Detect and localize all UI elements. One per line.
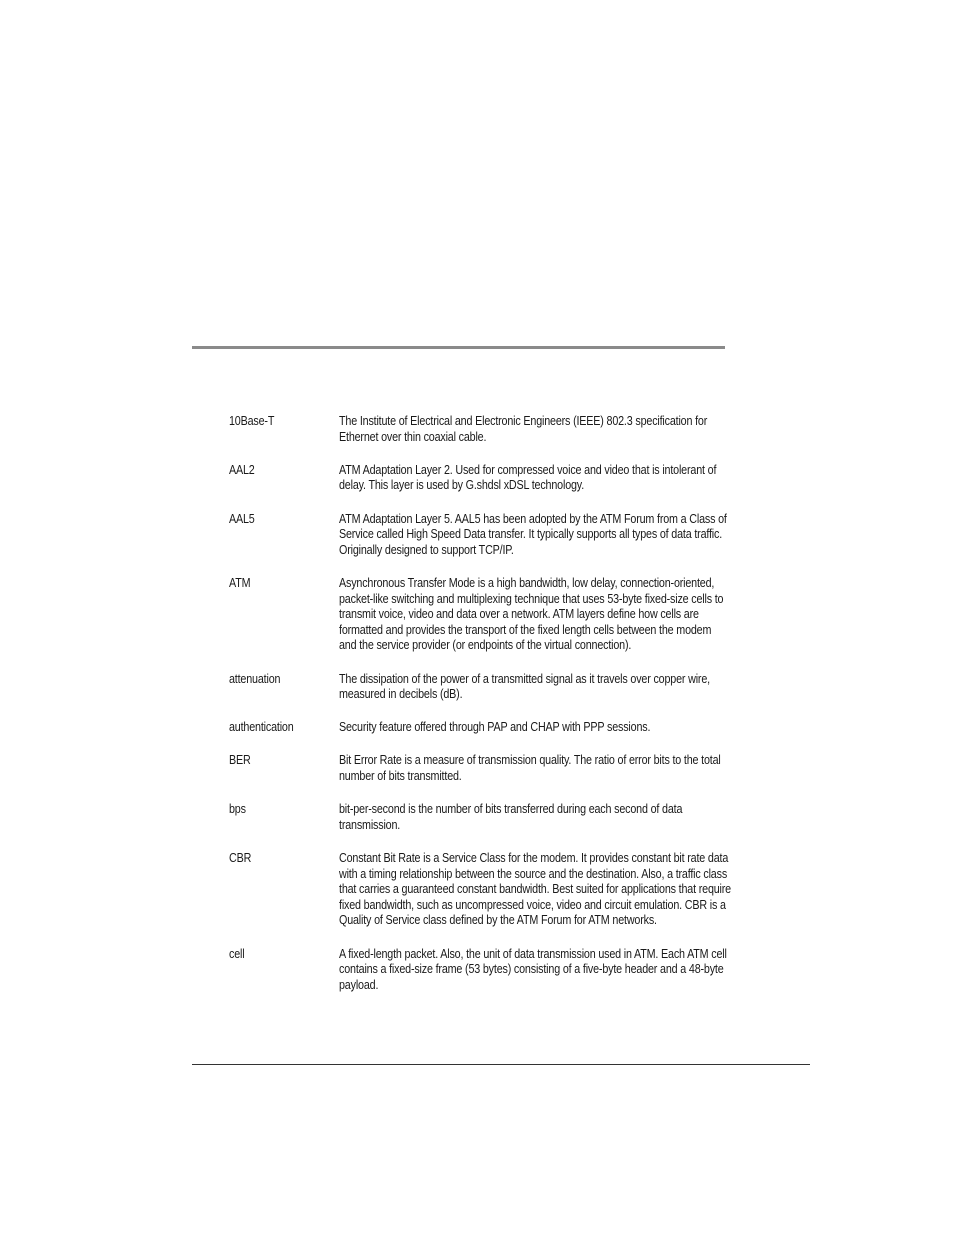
definition-line: contains a fixed-size frame (53 bytes) consisting of a five-byte header and a 48-byte bbox=[339, 962, 724, 977]
glossary-definition bbox=[339, 753, 803, 784]
glossary-entry bbox=[229, 512, 809, 559]
header-rule bbox=[192, 346, 725, 349]
glossary-definition bbox=[339, 672, 803, 703]
definition-line: that carries a guaranteed constant bandwidth. Best suited for applications that require bbox=[339, 882, 731, 897]
glossary-entry bbox=[229, 463, 809, 494]
glossary-term: authentication bbox=[229, 720, 294, 735]
definition-line: measured in decibels (dB). bbox=[339, 687, 463, 702]
definition-line: number of bits transmitted. bbox=[339, 769, 462, 784]
glossary-term: AAL5 bbox=[229, 511, 255, 526]
glossary-definition bbox=[339, 414, 803, 445]
glossary-term: AAL2 bbox=[229, 462, 255, 477]
glossary-term: CBR bbox=[229, 851, 252, 866]
definition-line: bit-per-second is the number of bits transferred during each second of data bbox=[339, 802, 683, 817]
definition-line: with a timing relationship between the source and the destination. Also, a traffic class bbox=[339, 866, 728, 881]
glossary-definition bbox=[339, 576, 803, 654]
definition-line: Security feature offered through PAP and CHAP with PPP sessions. bbox=[339, 720, 651, 735]
definition-line: Ethernet over thin coaxial cable. bbox=[339, 429, 487, 444]
glossary-definition bbox=[339, 851, 803, 929]
definition-line: payload. bbox=[339, 977, 379, 992]
definition-line: Quality of Service class defined by the ATM Forum for ATM networks. bbox=[339, 913, 657, 928]
glossary-definition bbox=[339, 463, 803, 494]
definition-line: delay. This layer is used by G.shdsl xDSL technology. bbox=[339, 478, 585, 493]
glossary-term: attenuation bbox=[229, 671, 281, 686]
glossary-term: bps bbox=[229, 802, 246, 817]
glossary-entry bbox=[229, 414, 809, 445]
definition-line: Constant Bit Rate is a Service Class for the modem. It provides constant bit rate data bbox=[339, 851, 729, 866]
definition-line: Asynchronous Transfer Mode is a high bandwidth, low delay, connection-oriented, bbox=[339, 575, 715, 590]
definition-line: packet-like switching and multiplexing technique that uses 53-byte fixed-size cells to bbox=[339, 591, 724, 606]
glossary-entry bbox=[229, 576, 809, 654]
definition-line: and the service provider (or endpoints of the virtual connection). bbox=[339, 638, 632, 653]
definition-line: Bit Error Rate is a measure of transmission quality. The ratio of error bits to the total bbox=[339, 753, 721, 768]
glossary-definition bbox=[339, 947, 803, 994]
definition-line: fixed bandwidth, such as uncompressed voice, video and circuit emulation. CBR is a bbox=[339, 897, 726, 912]
footer-rule bbox=[192, 1064, 810, 1065]
definition-line: transmit voice, video and data over a network. ATM layers define how cells are bbox=[339, 607, 699, 622]
glossary-entry bbox=[229, 802, 809, 833]
glossary-entry bbox=[229, 720, 809, 736]
glossary-entry bbox=[229, 947, 809, 994]
definition-line: ATM Adaptation Layer 2. Used for compressed voice and video that is intolerant of bbox=[339, 462, 717, 477]
glossary-term: 10Base-T bbox=[229, 414, 275, 428]
glossary-entry bbox=[229, 672, 809, 703]
definition-line: transmission. bbox=[339, 817, 401, 832]
glossary-definition bbox=[339, 720, 803, 736]
glossary-definition bbox=[339, 512, 803, 559]
definition-line: The Institute of Electrical and Electronic Engineers (IEEE) 802.3 specification for bbox=[339, 414, 708, 428]
glossary-list bbox=[229, 414, 809, 993]
definition-line: The dissipation of the power of a transmitted signal as it travels over copper wire, bbox=[339, 671, 710, 686]
glossary-term: BER bbox=[229, 753, 251, 768]
glossary-entry bbox=[229, 851, 809, 929]
definition-line: ATM Adaptation Layer 5. AAL5 has been adopted by the ATM Forum from a Class of bbox=[339, 511, 727, 526]
glossary-entry bbox=[229, 753, 809, 784]
definition-line: A fixed-length packet. Also, the unit of data transmission used in ATM. Each ATM cell bbox=[339, 946, 727, 961]
glossary-definition bbox=[339, 802, 803, 833]
definition-line: Service called High Speed Data transfer. It typically supports all types of data traffic. bbox=[339, 527, 723, 542]
definition-line: Originally designed to support TCP/IP. bbox=[339, 542, 514, 557]
definition-line: formatted and provides the transport of the fixed length cells between the modem bbox=[339, 622, 712, 637]
glossary-term: cell bbox=[229, 946, 245, 961]
glossary-term: ATM bbox=[229, 575, 251, 590]
